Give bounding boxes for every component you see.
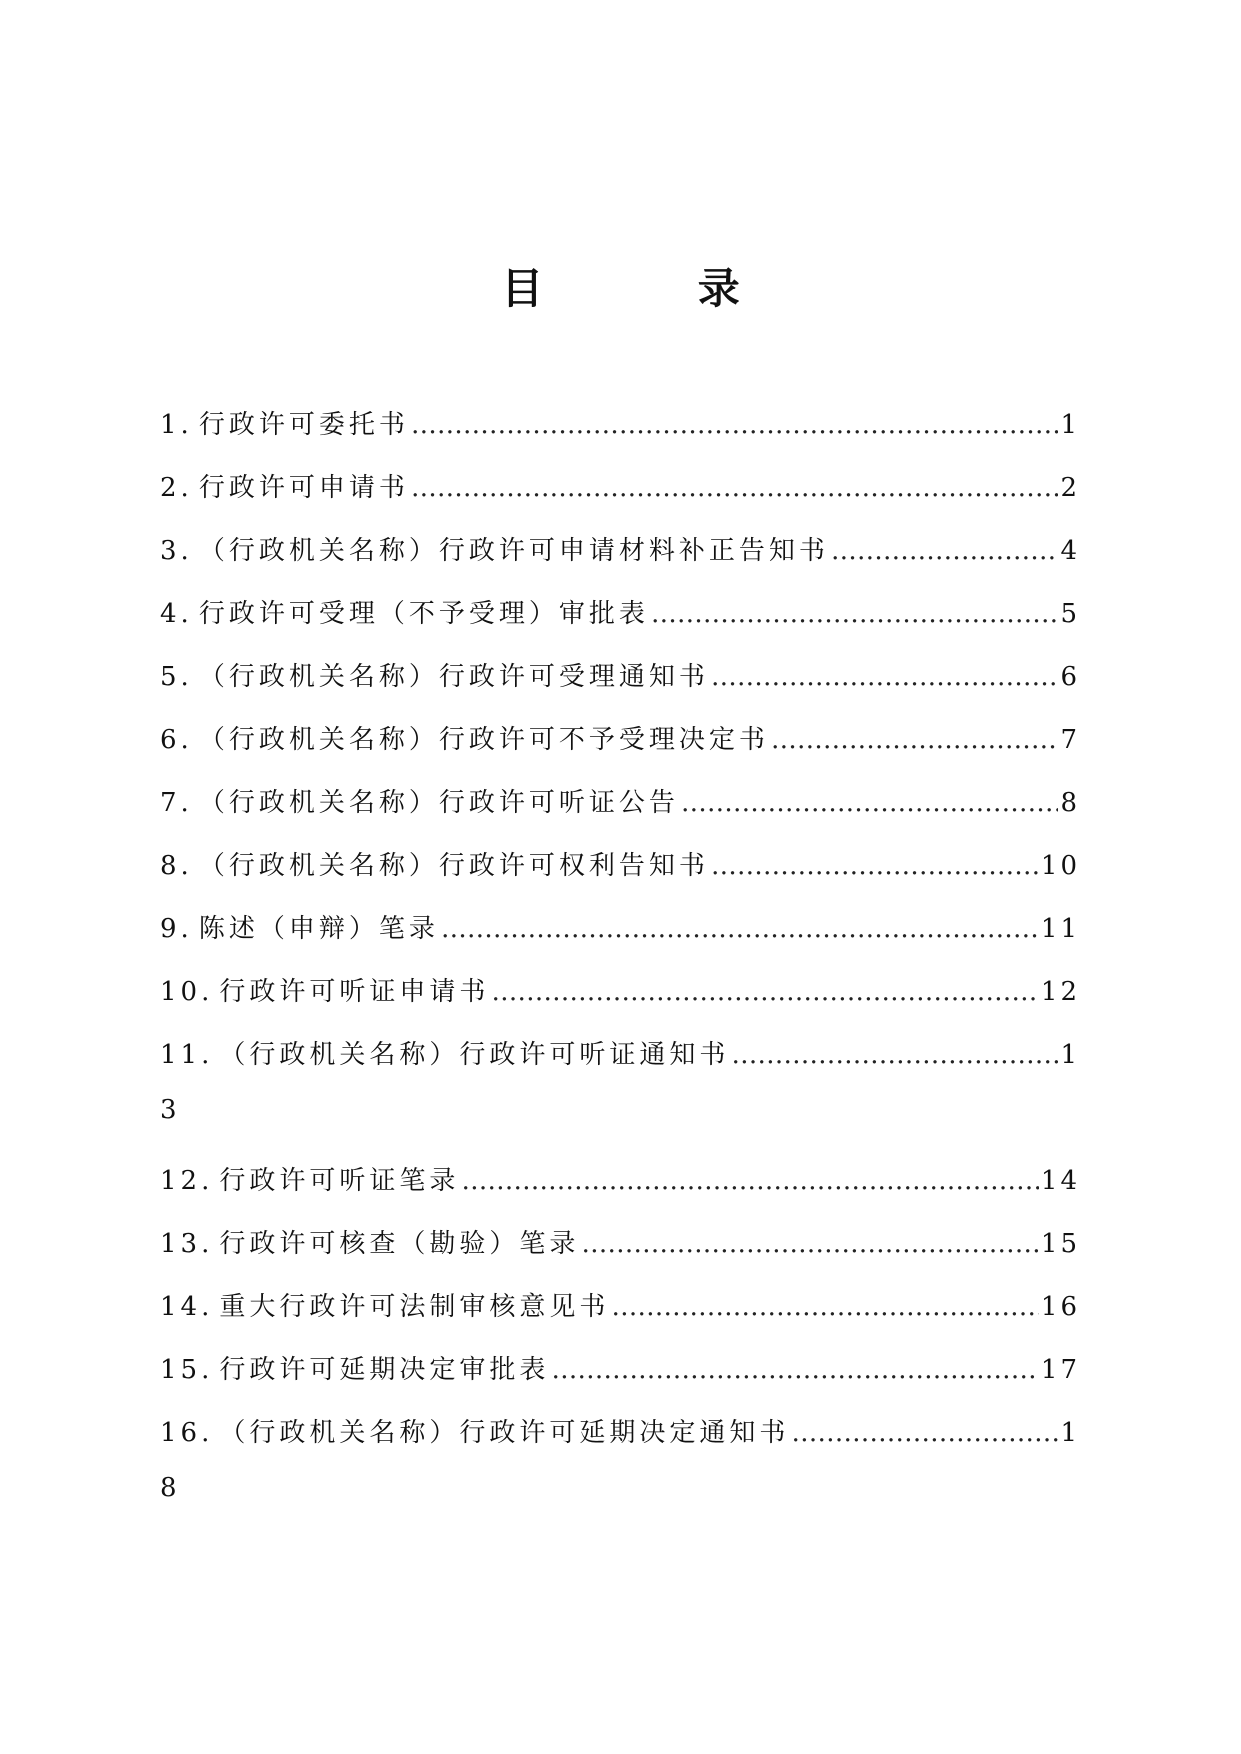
dot-leader — [711, 662, 1059, 692]
toc-entry[interactable] — [160, 593, 1080, 656]
toc-entry[interactable] — [160, 656, 1080, 719]
toc-entry-page: 12 — [1040, 977, 1080, 1007]
toc-entry-title: 行政许可受理（不予受理）审批表 — [198, 599, 649, 629]
dot-leader — [791, 1418, 1058, 1448]
toc-entry-number: 8. — [160, 851, 193, 881]
toc-entry-page: 17 — [1040, 1355, 1080, 1385]
toc-entry-page-continued: 8 — [160, 1473, 177, 1503]
toc-entry[interactable] — [160, 719, 1080, 782]
toc-entry-page: 16 — [1040, 1292, 1080, 1322]
toc-entry[interactable] — [160, 1286, 1080, 1349]
toc-entry-page: 6 — [1060, 662, 1080, 692]
toc-entry-title: （行政机关名称）行政许可听证通知书 — [219, 1040, 730, 1070]
dot-leader — [551, 1355, 1039, 1385]
toc-entry[interactable] — [160, 1160, 1080, 1223]
toc-entry[interactable] — [160, 530, 1080, 593]
toc-entry-title: （行政机关名称）行政许可不予受理决定书 — [198, 725, 769, 755]
toc-entry-page: 1 — [1060, 1040, 1080, 1070]
toc-entry[interactable] — [160, 908, 1080, 971]
toc-entry-number: 7. — [160, 788, 193, 818]
table-of-contents — [160, 404, 1080, 1538]
toc-entry-number: 2. — [160, 473, 193, 503]
toc-entry-title: 行政许可听证笔录 — [219, 1166, 460, 1196]
toc-entry-page: 4 — [1060, 536, 1080, 566]
toc-entry[interactable] — [160, 1349, 1080, 1412]
dot-leader — [711, 851, 1039, 881]
page-title: 目 录 — [501, 264, 810, 313]
toc-entry-number: 15. — [160, 1355, 214, 1385]
toc-entry-title: （行政机关名称）行政许可延期决定通知书 — [219, 1418, 790, 1448]
toc-entry-number: 4. — [160, 599, 193, 629]
toc-entry-page: 8 — [1060, 788, 1080, 818]
dot-leader — [411, 410, 1059, 440]
toc-entry[interactable] — [160, 467, 1080, 530]
toc-entry-title: 行政许可听证申请书 — [219, 977, 490, 1007]
toc-entry-number: 6. — [160, 725, 193, 755]
toc-entry-number: 14. — [160, 1292, 214, 1322]
dot-leader — [611, 1292, 1039, 1322]
toc-entry-number: 1. — [160, 410, 193, 440]
dot-leader — [681, 788, 1059, 818]
toc-entry[interactable] — [160, 1412, 1080, 1475]
toc-entry-page: 1 — [1060, 410, 1080, 440]
toc-entry-number: 11. — [160, 1040, 214, 1070]
toc-entry-page: 7 — [1060, 725, 1080, 755]
toc-entry-page: 14 — [1040, 1166, 1080, 1196]
toc-entry-page: 5 — [1060, 599, 1080, 629]
toc-entry-number: 12. — [160, 1166, 214, 1196]
dot-leader — [461, 1166, 1039, 1196]
toc-entry[interactable] — [160, 1223, 1080, 1286]
dot-leader — [651, 599, 1059, 629]
toc-entry-title: （行政机关名称）行政许可受理通知书 — [198, 662, 709, 692]
toc-entry-page: 2 — [1060, 473, 1080, 503]
dot-leader — [441, 914, 1039, 944]
toc-entry[interactable] — [160, 404, 1080, 467]
toc-entry-number: 10. — [160, 977, 214, 1007]
toc-entry-number: 13. — [160, 1229, 214, 1259]
dot-leader — [831, 536, 1059, 566]
dot-leader — [581, 1229, 1039, 1259]
toc-entry-page: 1 — [1060, 1418, 1080, 1448]
toc-entry[interactable] — [160, 782, 1080, 845]
toc-entry-number: 5. — [160, 662, 193, 692]
toc-entry-title: 重大行政许可法制审核意见书 — [219, 1292, 610, 1322]
dot-leader — [771, 725, 1059, 755]
toc-entry-page: 11 — [1040, 914, 1080, 944]
toc-entry-title: 陈述（申辩）笔录 — [198, 914, 439, 944]
dot-leader — [411, 473, 1059, 503]
dot-leader — [731, 1040, 1058, 1070]
toc-entry-page-continued: 3 — [160, 1095, 177, 1125]
toc-entry-page: 10 — [1040, 851, 1080, 881]
toc-entry-title: 行政许可延期决定审批表 — [219, 1355, 550, 1385]
toc-entry-number: 9. — [160, 914, 193, 944]
toc-entry-title: 行政许可核查（勘验）笔录 — [219, 1229, 580, 1259]
toc-entry[interactable] — [160, 971, 1080, 1034]
toc-entry[interactable] — [160, 845, 1080, 908]
toc-entry-page: 15 — [1040, 1229, 1080, 1259]
dot-leader — [491, 977, 1039, 1007]
toc-entry-title: （行政机关名称）行政许可权利告知书 — [198, 851, 709, 881]
toc-entry-title: 行政许可申请书 — [198, 473, 409, 503]
toc-entry-title: （行政机关名称）行政许可听证公告 — [198, 788, 679, 818]
toc-entry-number: 3. — [160, 536, 193, 566]
toc-entry[interactable] — [160, 1034, 1080, 1097]
toc-entry-title: （行政机关名称）行政许可申请材料补正告知书 — [198, 536, 829, 566]
toc-entry-title: 行政许可委托书 — [198, 410, 409, 440]
toc-entry-number: 16. — [160, 1418, 214, 1448]
